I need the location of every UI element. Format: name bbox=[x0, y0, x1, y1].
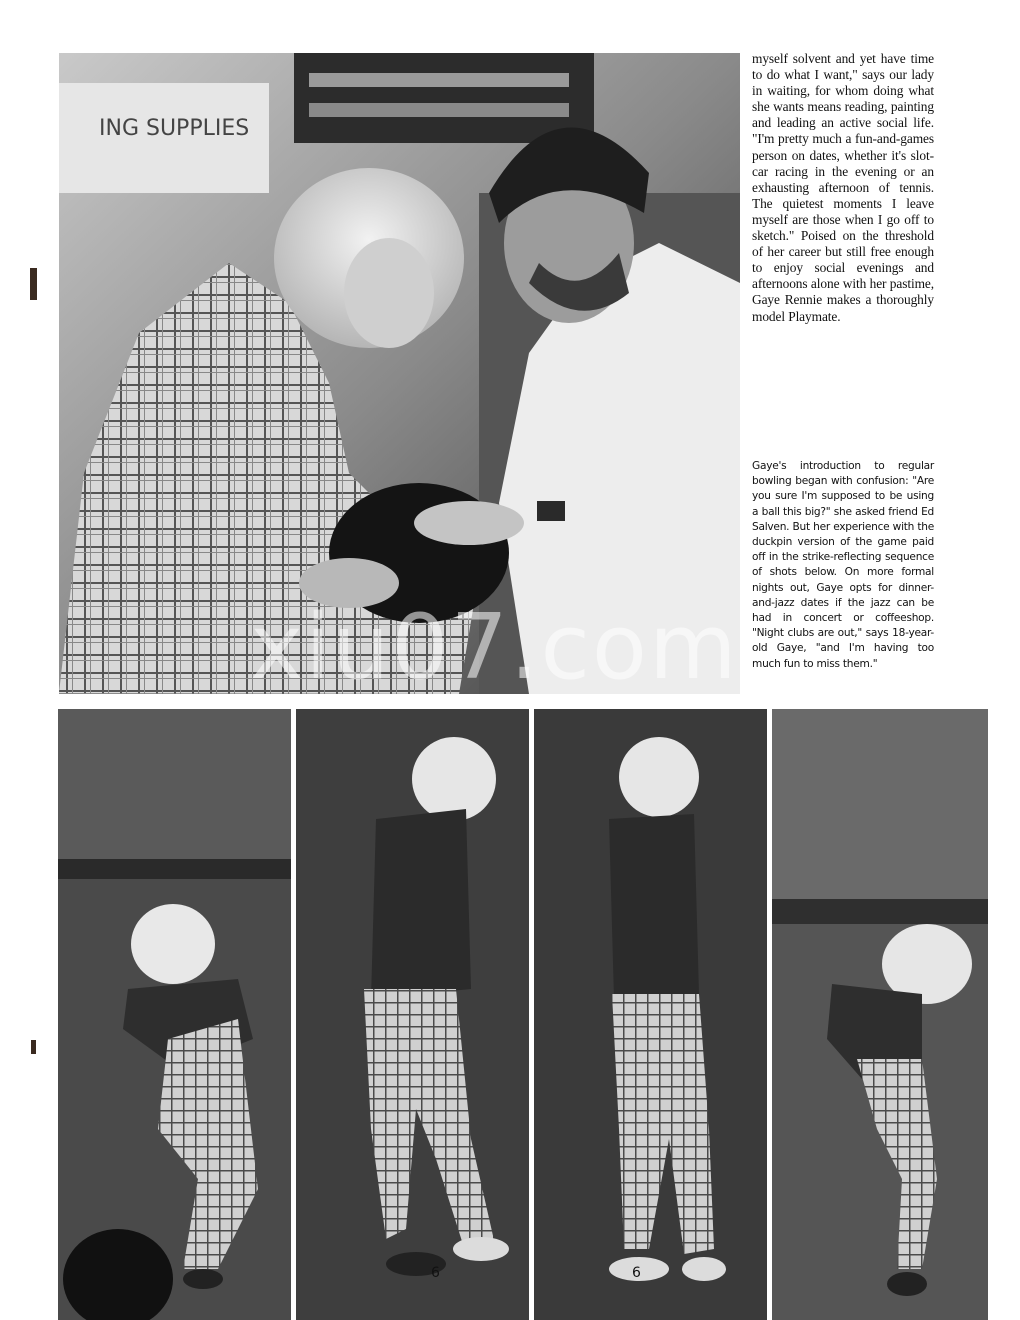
bowling-sequence-image-2 bbox=[296, 709, 529, 1320]
shoe-number-2: 6 bbox=[431, 1265, 440, 1281]
watermark: xiu07.com bbox=[250, 598, 739, 698]
main-photo-image bbox=[59, 53, 740, 694]
bowling-sequence-image-4 bbox=[772, 709, 988, 1320]
bowling-sequence-photo-3 bbox=[534, 709, 767, 1320]
wall-sign-text: ING SUPPLIES bbox=[99, 116, 250, 141]
shoe-number-3: 6 bbox=[632, 1265, 641, 1281]
binding-mark-1 bbox=[30, 268, 37, 300]
binding-mark-2 bbox=[31, 1040, 36, 1054]
photo-caption: Gaye's introduction to regular bowling began with confusion: "Are you sure I'm supposed to be using a ball this big?" she asked friend Ed Salven. But her experience with the duckpin version of the game paid off in the strike-reflecting sequence of shots below. On more formal nights out, Gaye opts for dinner-and-jazz dates if the jazz can be had in concert or coffeeshop. "Night clubs are out," says 18-year-old Gaye, "and I'm having too much fun to miss them." bbox=[752, 460, 934, 670]
main-photo bbox=[59, 53, 740, 694]
bowling-sequence-image-3 bbox=[534, 709, 767, 1320]
bowling-sequence-photo-2 bbox=[296, 709, 529, 1320]
bowling-sequence-image-1 bbox=[58, 709, 291, 1320]
bowling-sequence-photo-4 bbox=[772, 709, 988, 1320]
bowling-sequence-photo-1 bbox=[58, 709, 291, 1320]
article-body: myself solvent and yet have time to do what I want," says our lady in waiting, for whom doing what she wants means reading, painting and leading an active social life. "I'm pretty much a fun-and-games person on dates, whether it's slot-car racing in the evening or an exhausting afternoon of tennis. The quietest moments I leave myself are those when I go off to sketch." Poised on the threshold of her career but still free enough to enjoy social evenings and afternoons alone with her pastime, Gaye Rennie makes a thoroughly model Playmate. bbox=[752, 51, 934, 324]
